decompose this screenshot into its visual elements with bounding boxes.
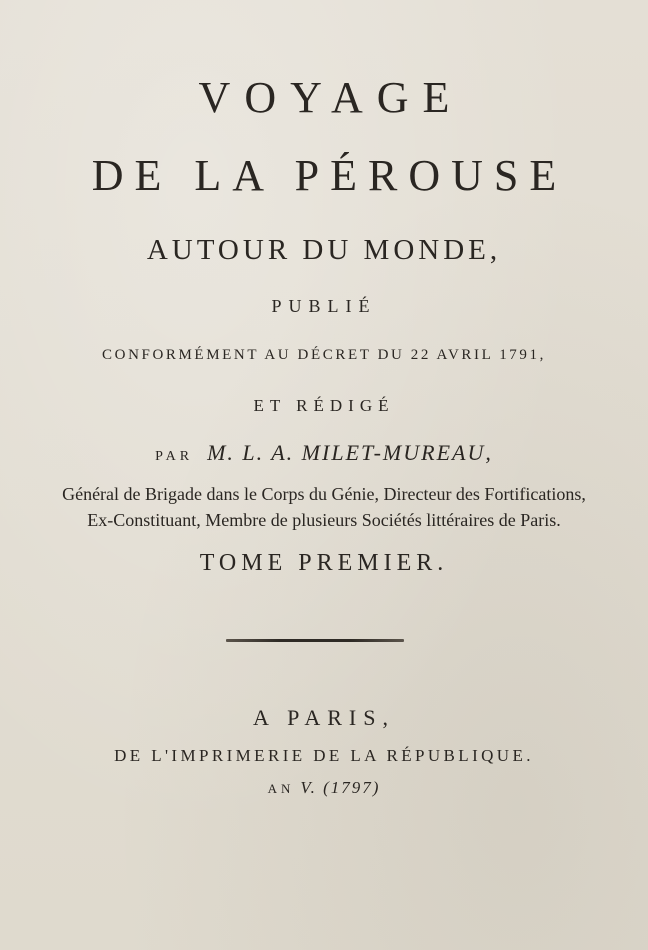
imprint-city: A PARIS,	[252, 705, 395, 730]
imprint-printer: DE L'IMPRIMERIE DE LA RÉPUBLIQUE.	[114, 746, 534, 765]
title-voyage: VOYAGE	[198, 73, 464, 122]
author-line	[0, 440, 648, 466]
imprint-an-label: AN	[267, 781, 295, 796]
author-description-line1: Général de Brigade dans le Corps du Génie, Directeur des Fortifications,	[62, 484, 586, 504]
publie-label: PUBLIÉ	[271, 296, 377, 316]
decret-line: CONFORMÉMENT AU DÉCRET DU 22 AVRIL 1791,	[102, 347, 546, 363]
title-de-la-perouse: DE LA PÉROUSE	[91, 151, 568, 200]
ornamental-rule	[226, 639, 404, 642]
redige-label: ET RÉDIGÉ	[253, 396, 395, 415]
author-par: PAR	[155, 449, 194, 464]
tome-label: TOME PREMIER.	[199, 550, 449, 576]
imprint-year	[0, 778, 648, 798]
title-autour-du-monde: AUTOUR DU MONDE,	[146, 234, 502, 266]
imprint-an-value: V. (1797)	[300, 778, 381, 797]
author-description-line2: Ex-Constituant, Membre de plusieurs Sociétés littéraires de Paris.	[87, 510, 561, 530]
author-name: M. L. A. MILET-MUREAU,	[207, 440, 493, 465]
